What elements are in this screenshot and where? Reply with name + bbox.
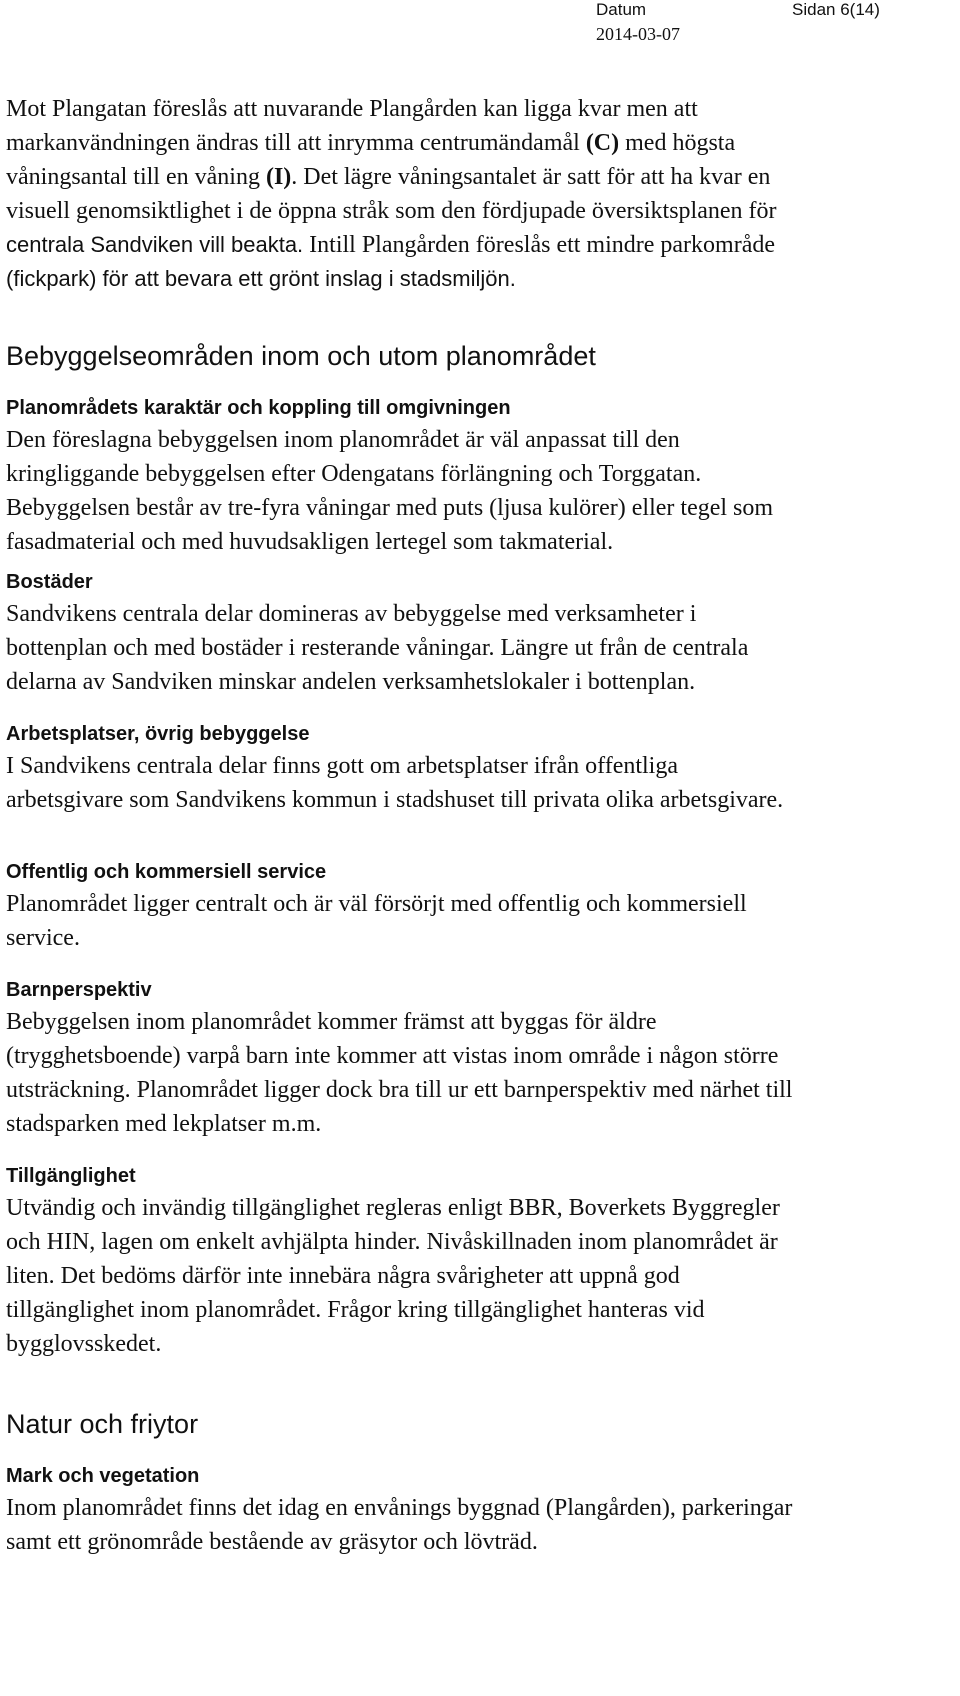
section-title-bebyggelse: Bebyggelseområden inom och utom planområdet bbox=[6, 341, 596, 371]
document-body bbox=[6, 92, 956, 1559]
paragraph-barnperspektiv: Bebyggelsen inom planområdet kommer främst att byggas för äldre (trygghetsboende) varpå barn inte kommer att vistas inom område i någon större utsträckning. Planområdet ligger dock bra till ur ett barnperspektiv med närhet till stadsparken med lekplatser m.m. bbox=[6, 1009, 793, 1137]
paragraph-line: Mot Plangatan föreslås att nuvarande Plangården kan ligga kvar men att bbox=[6, 96, 698, 122]
floor-code-i: (I) bbox=[265, 164, 292, 190]
paragraph-line: visuell genomsiktlighet i de öppna stråk som den fördjupade översiktsplanen för bbox=[6, 198, 777, 224]
paragraph-tillganglighet: Utvändig och invändig tillgänglighet regleras enligt BBR, Boverkets Byggregler och HIN, lagen om enkelt avhjälpta hinder. Nivåskillnaden inom planområdet är liten. Det bedöms därför inte innebära några svårigheter att uppnå god tillgänglighet inom planområdet. Frågor kring tillgänglighet hanteras vid bygglovsskedet. bbox=[6, 1195, 780, 1357]
subsection-heading-barnperspektiv: Barnperspektiv bbox=[6, 979, 152, 1001]
subsection-heading-arbetsplatser: Arbetsplatser, övrig bebyggelse bbox=[6, 723, 310, 745]
paragraph-arbetsplatser: I Sandvikens centrala delar finns gott om arbetsplatser ifrån offentliga arbetsgivare som Sandvikens kommun i stadshuset till privata olika arbetsgivare. bbox=[6, 753, 784, 813]
paragraph-line: markanvändningen ändras till att inrymma centrumändamål (C) med högsta bbox=[6, 130, 736, 156]
paragraph-line: (fickpark) för att bevara ett grönt inslag i stadsmiljön. bbox=[6, 266, 516, 291]
subsection-heading-mark: Mark och vegetation bbox=[6, 1465, 200, 1487]
paragraph-bostader: Sandvikens centrala delar domineras av bebyggelse med verksamheter i bottenplan och med bostäder i resterande våningar. Längre ut från de centrala delarna av Sandviken minskar andelen verksamhetslokaler i bottenplan. bbox=[6, 601, 749, 695]
intro-paragraph bbox=[6, 92, 956, 296]
paragraph-service: Planområdet ligger centralt och är väl försörjt med offentlig och kommersiell service. bbox=[6, 891, 747, 951]
paragraph-karaktar: Den föreslagna bebyggelsen inom planområdet är väl anpassat till den kringliggande bebyggelsen efter Odengatans förlängning och Torggatan. Bebyggelsen består av tre-fyra våningar med puts (ljusa kulörer) eller tegel som fasadmaterial och med huvudsakligen lertegel som takmaterial. bbox=[6, 427, 774, 555]
page-number: Sidan 6(14) bbox=[792, 0, 880, 19]
subsection-heading-karaktar: Planområdets karaktär och koppling till omgivningen bbox=[6, 397, 511, 419]
document-date: 2014-03-07 bbox=[596, 24, 680, 44]
subsection-heading-service: Offentlig och kommersiell service bbox=[6, 861, 327, 883]
section-title-natur: Natur och friytor bbox=[6, 1409, 199, 1439]
subsection-heading-tillganglighet: Tillgänglighet bbox=[6, 1165, 136, 1187]
subsection-heading-bostader: Bostäder bbox=[6, 571, 93, 593]
paragraph-line: centrala Sandviken vill beakta. Intill Plangården föreslås ett mindre parkområde bbox=[6, 232, 776, 258]
date-label: Datum bbox=[596, 0, 647, 19]
paragraph-line: våningsantal till en våning (I). Det lägre våningsantalet är satt för att ha kvar en bbox=[6, 164, 771, 190]
zone-code-c: (C) bbox=[585, 130, 620, 156]
paragraph-mark: Inom planområdet finns det idag en envånings byggnad (Plangården), parkeringar samt ett grönområde bestående av gräsytor och lövträd. bbox=[6, 1495, 793, 1555]
